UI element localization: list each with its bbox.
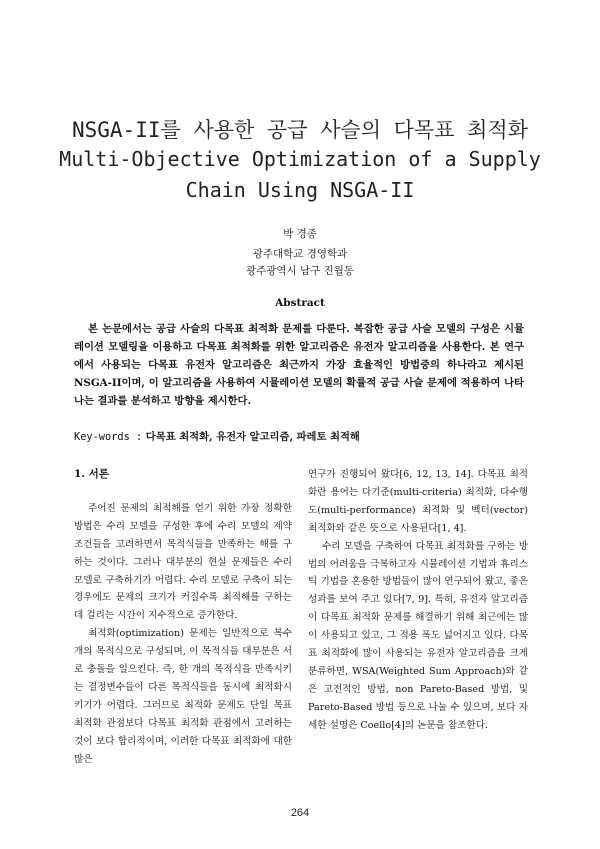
right-column xyxy=(308,466,528,735)
keywords-label: Key-words : xyxy=(74,431,143,443)
body-paragraph: 주어진 문제의 최적해를 얻기 위한 가장 정확한 방법은 수리 모델을 구성한 후에 수리 모델의 제약 조건들을 고려하면서 목적식들을 만족하는 해를 구하는 것이다. 그러나 대부분의 현실 문제들은 수리 모델로 구축하기가 어렵다. 수리 모델로 구축이 되는 경우에도 문제의 크기가 커질수록 최적해를 구하는데 걸리는 시간이 지수적으로 증가한다. xyxy=(74,502,292,622)
body-paragraph: 연구가 진행되어 왔다[6, 12, 13, 14]. 다목표 최적화란 용어는 다기준(multi-criteria) 최적화, 다수행도(multi-performance) 최적화 및 벡터(vector) 최적화와 같은 뜻으로 사용된다[1, 4]. xyxy=(308,469,528,534)
title-english-line2: Chain Using NSGA-II xyxy=(185,178,415,202)
body-paragraph: 수리 모델을 구축하여 다목표 최적화를 구하는 방법의 어려움을 극복하고자 시뮬레이션 기법과 휴리스틱 기법을 혼용한 방법들이 많이 연구되어 왔고, 좋은 성과를 보여 주고 있다[7, 9]. 특히, 유전자 알고리즘이 다목표 최적화 문제를 해결하기 위해 최근에는 많이 사용되고 있고, 그 적용 폭도 넓어지고 있다. 다목표 최적화에 많이 사용되는 유전자 알고리즘을 크게 분류하면, WSA(Weighted Sum Approach)와 같은 고전적인 방법, non Pareto-Based 방법, 및 Pareto-Based 방법 등으로 나눌 수 있으며, 보다 자세한 설명은 Coello[4]의 논문을 참조한다. xyxy=(308,540,528,731)
left-column xyxy=(74,466,292,769)
author-name: 박 경종 xyxy=(283,228,317,240)
body-paragraph: 최적화(optimization) 문제는 일반적으로 복수개의 목적식으로 구성되며, 이 목적식들 대부분은 서로 충돌을 일으킨다. 즉, 한 개의 목적식을 만족시키는 결정변수들이 다른 목적식들을 동시에 최적화시키기가 어렵다. 그러므로 최적화 문제도 단일 목표 최적화 관점보다 다목표 최적화 관점에서 고려하는 것이 보다 합리적이며, 이러한 다목표 최적화에 대한 많은 xyxy=(74,628,292,765)
author-affiliation: 광주대학교 경영학과 xyxy=(252,248,348,260)
keywords xyxy=(74,428,534,443)
section-heading-introduction: 1. 서론 xyxy=(74,468,109,480)
page-number: 264 xyxy=(290,807,310,819)
title-korean: NSGA-II를 사용한 공급 사슬의 다목표 최적화 xyxy=(71,118,528,142)
keywords-text: 다목표 최적화, 유전자 알고리즘, 파레토 최적해 xyxy=(145,431,360,443)
abstract-text: 본 논문에서는 공급 사슬의 다목표 최적화 문제를 다룬다. 복잡한 공급 사슬 모델의 구성은 시뮬레이션 모델링을 이용하고 다목표 최적화를 위한 알고리즘은 유전자 알고리즘을 사용한다. 본 연구에서 사용되는 다목표 유전자 알고리즘은 최근까지 가장 효율적인 방법중의 하나라고 제시된 NSGA-II이며, 이 알고리즘을 사용하여 시뮬레이션 모델의 확률적 공급 사슬 문제에 적용하여 나타나는 결과를 분석하고 방향을 제시한다. xyxy=(74,323,524,407)
abstract-heading: Abstract xyxy=(275,297,325,309)
title-english-line1: Multi-Objective Optimization of a Supply xyxy=(59,147,541,171)
author-address: 광주광역시 남구 진월동 xyxy=(245,265,355,277)
